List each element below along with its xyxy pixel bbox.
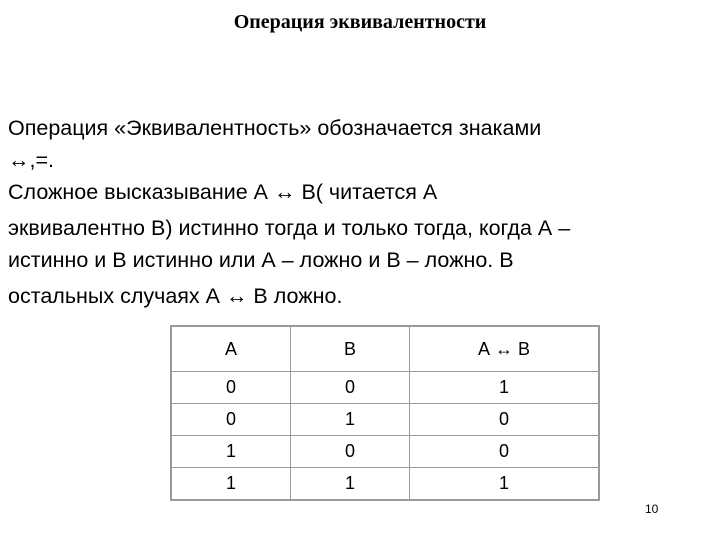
paragraph-line-5: истинно и В истинно или А – ложно и В – ложно. В (8, 248, 514, 272)
table-row (171, 372, 599, 404)
paragraph-line-1: Операция «Эквивалентность» обозначается знаками (8, 116, 542, 140)
paragraph-line-6: остальных случаях А ↔ В ложно. (8, 284, 343, 308)
table-row (171, 468, 599, 501)
table-row (171, 404, 599, 436)
header-cell-equivalence: А ↔ В (410, 326, 600, 372)
table-cell: 0 (171, 404, 291, 436)
table-header-row (171, 326, 599, 372)
table-cell: 0 (291, 372, 410, 404)
table-cell: 0 (410, 436, 600, 468)
paragraph-line-2: ↔,=. (8, 148, 55, 172)
table-cell: 0 (410, 404, 600, 436)
paragraph-line-4: эквивалентно В) истинно тогда и только тогда, когда А – (8, 216, 571, 240)
paragraph-line-3: Сложное высказывание А ↔ В( читается А (8, 180, 438, 204)
table-cell: 0 (291, 436, 410, 468)
table-row (171, 436, 599, 468)
table-cell: 1 (410, 468, 600, 501)
table-cell: 1 (171, 436, 291, 468)
slide-title: Операция эквивалентности (233, 11, 487, 33)
truth-table (170, 325, 600, 501)
page-number: 10 (645, 502, 659, 516)
table-cell: 1 (410, 372, 600, 404)
header-cell-b: В (291, 326, 410, 372)
table-cell: 1 (171, 468, 291, 501)
table-cell: 0 (171, 372, 291, 404)
table-cell: 1 (291, 404, 410, 436)
header-cell-a: А (171, 326, 291, 372)
table-cell: 1 (291, 468, 410, 501)
